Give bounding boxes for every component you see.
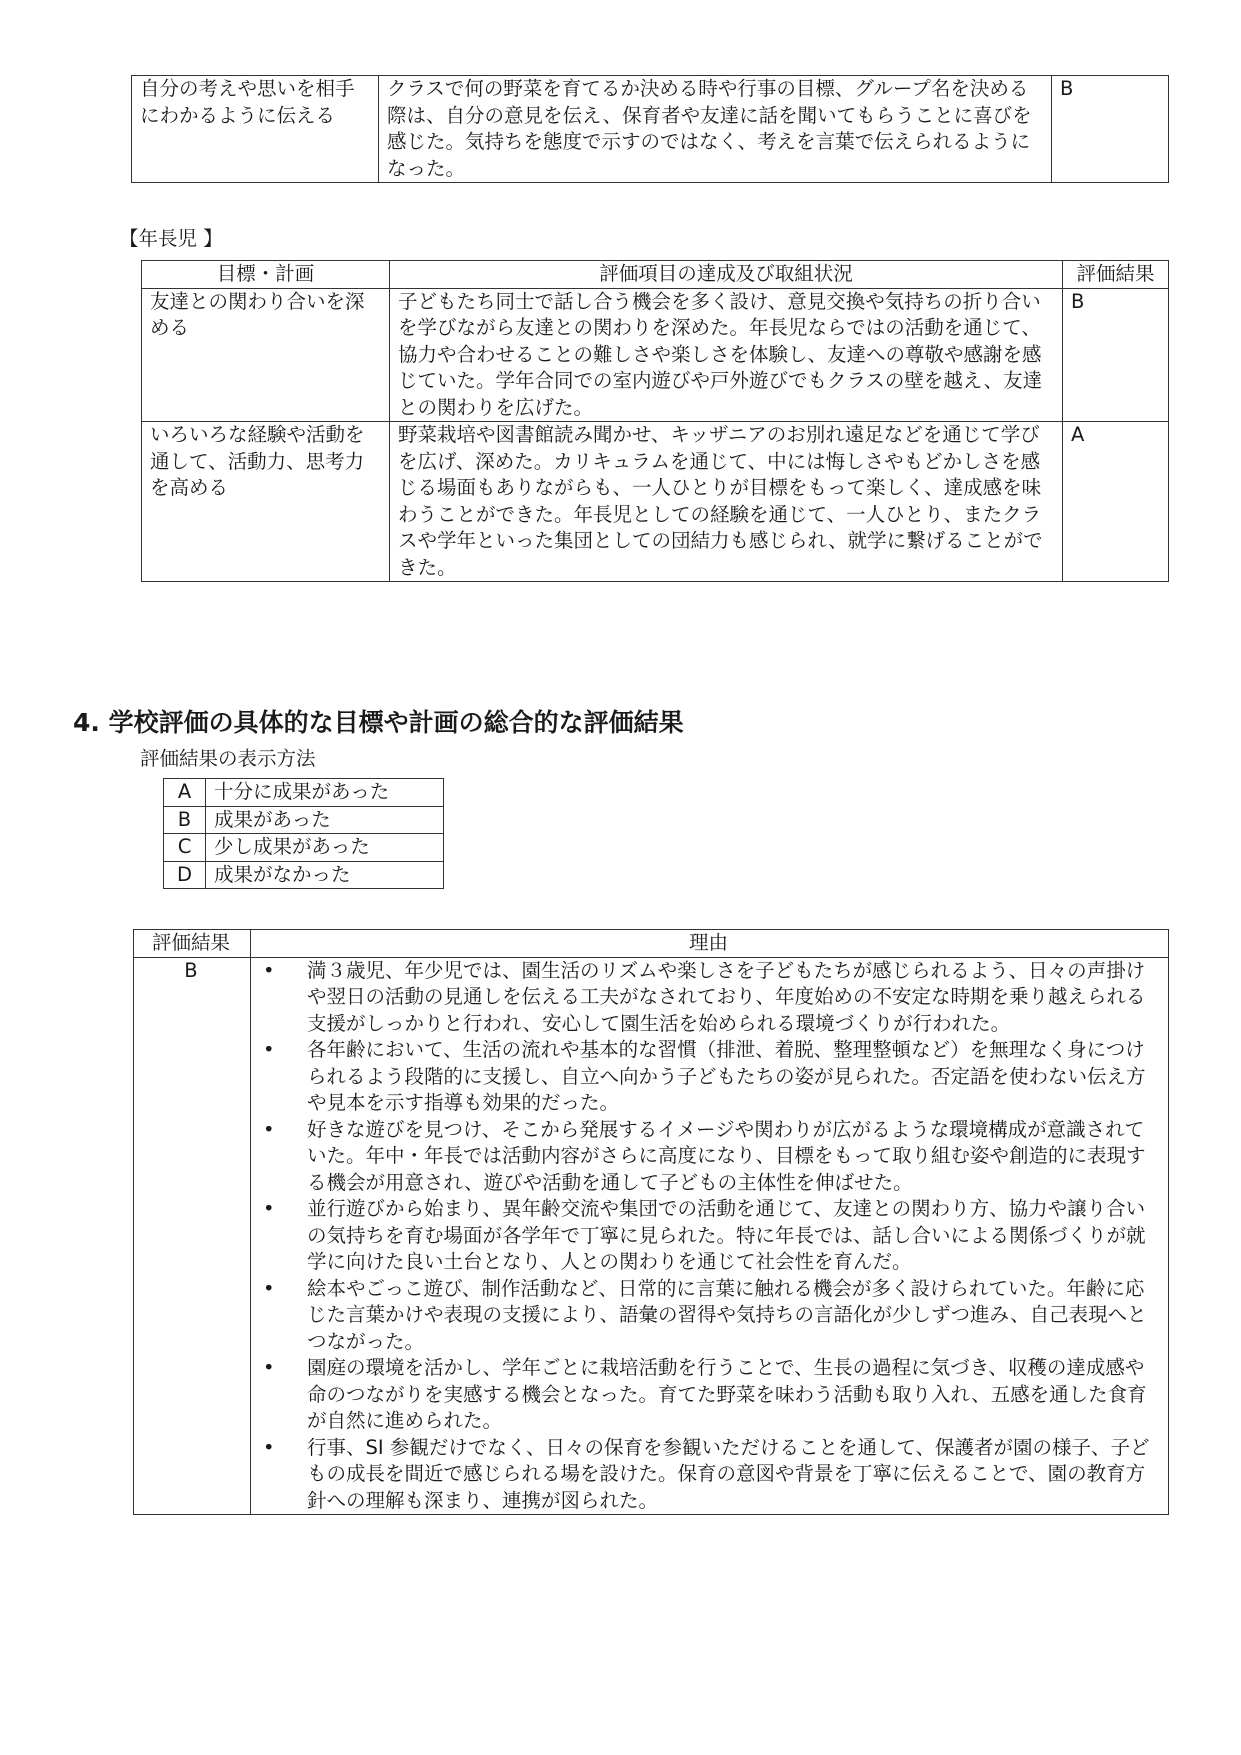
header-goal: 目標・計画 xyxy=(142,261,390,289)
scale-row xyxy=(164,806,444,834)
method-label: 評価結果の表示方法 xyxy=(140,747,316,770)
list-item xyxy=(259,1276,1158,1356)
section-title: 4. 学校評価の具体的な目標や計画の総合的な評価結果 xyxy=(73,708,684,737)
header-status: 評価項目の達成及び取組状況 xyxy=(390,261,1063,289)
scale-row xyxy=(164,779,444,807)
bullet-icon: • xyxy=(263,1117,275,1141)
result-cell: A xyxy=(1063,422,1169,582)
goal-cell: 友達との関わり合いを深める xyxy=(142,288,390,422)
status-cell: 野菜栽培や図書館読み聞かせ、キッザニアのお別れ遠足などを通じて学びを広げ、深めた。カリキュラムを通じて、中には悔しさやもどかしさを感じる場面もありながらも、一人ひとりが目標をもって楽しく、達成感を味わうことができた。年長児としての経験を通じて、一人ひとり、またクラスや学年といった集団としての団結力も感じられ、就学に繋げることができた。 xyxy=(390,422,1063,582)
reasons-list xyxy=(259,958,1158,1515)
scale-row xyxy=(164,834,444,862)
bullet-icon: • xyxy=(263,1276,275,1300)
table-row xyxy=(142,422,1169,582)
list-item xyxy=(259,1355,1158,1435)
status-cell: クラスで何の野菜を育てるか決める時や行事の目標、グループ名を決める際は、自分の意見を伝え、保育者や友達に話を聞いてもらうことに喜びを感じた。気持ちを態度で示すのではなく、考えを言葉で伝えられるようになった。 xyxy=(379,76,1052,183)
overall-result-cell: B xyxy=(134,957,251,1515)
bullet-icon: • xyxy=(263,958,275,982)
reason-text: 好きな遊びを見つけ、そこから発展するイメージや関わりが広がるような環境構成が意識されていた。年中・年長では活動内容がさらに高度になり、目標をもって取り組む姿や創造的に表現する機会が用意され、遊びや活動を通して子どもの主体性を伸ばせた。 xyxy=(307,1117,1146,1194)
bullet-icon: • xyxy=(263,1356,275,1379)
scale-desc: 十分に成果があった xyxy=(206,779,444,807)
grade-scale-table xyxy=(163,778,444,889)
result-cell: B xyxy=(1063,288,1169,422)
scale-desc: 成果がなかった xyxy=(206,861,444,889)
table-header-row xyxy=(142,261,1169,289)
table-row xyxy=(142,288,1169,422)
header-result: 評価結果 xyxy=(1063,261,1169,289)
overall-evaluation-table xyxy=(133,929,1169,1515)
table-header-row xyxy=(134,930,1169,958)
bullet-icon: • xyxy=(263,1038,275,1061)
reason-text: 満３歳児、年少児では、園生活のリズムや楽しさを子どもたちが感じられるよう、日々の声掛けや翌日の活動の見通しを伝える工夫がなされており、年度始めの不安定な時期を乗り越えられる支援がしっかりと行われ、安心して園生活を始められる環境づくりが行われた。 xyxy=(307,958,1146,1035)
reasons-cell xyxy=(251,957,1169,1515)
table-row xyxy=(132,76,1169,183)
nencho-table xyxy=(141,260,1169,582)
list-item xyxy=(259,1037,1158,1117)
nencho-label: 【年長児 】 xyxy=(119,227,223,250)
header-reason: 理由 xyxy=(251,930,1169,958)
reason-text: 各年齢において、生活の流れや基本的な習慣（排泄、着脱、整理整頓など）を無理なく身につけられるよう段階的に支援し、自立へ向かう子どもたちの姿が見られた。否定語を使わない伝え方や見本を示す指導も効果的だった。 xyxy=(307,1038,1146,1114)
table-row xyxy=(134,957,1169,1515)
goal-cell: いろいろな経験や活動を通して、活動力、思考力を高める xyxy=(142,422,390,582)
list-item xyxy=(259,958,1158,1038)
reason-text: 並行遊びから始まり、異年齢交流や集団での活動を通じて、友達との関わり方、協力や譲り合いの気持ちを育む場面が各学年で丁寧に見られた。特に年長では、話し合いによる関係づくりが就学に向けた良い土台となり、人との関わりを通じて社会性を育んだ。 xyxy=(307,1197,1146,1273)
list-item xyxy=(259,1435,1158,1515)
bullet-icon: • xyxy=(263,1435,275,1459)
header-result: 評価結果 xyxy=(134,930,251,958)
goal-cell: 自分の考えや思いを相手にわかるように伝える xyxy=(132,76,379,183)
list-item xyxy=(259,1196,1158,1276)
bullet-icon: • xyxy=(263,1197,275,1220)
scale-row xyxy=(164,861,444,889)
reason-text: 園庭の環境を活かし、学年ごとに栽培活動を行うことで、生長の過程に気づき、収穫の達成感や命のつながりを実感する機会となった。育てた野菜を味わう活動も取り入れ、五感を通した食育が自然に進められた。 xyxy=(307,1356,1147,1432)
scale-desc: 成果があった xyxy=(206,806,444,834)
scale-grade: C xyxy=(164,834,206,862)
reason-text: 行事、SI 参観だけでなく、日々の保育を参観いただけることを通して、保護者が園の様子、子どもの成長を間近で感じられる場を設けた。保育の意図や背景を丁寧に伝えることで、園の教育方針への理解も深まり、連携が図られた。 xyxy=(307,1435,1150,1512)
list-item xyxy=(259,1117,1158,1197)
status-cell: 子どもたち同士で話し合う機会を多く設け、意見交換や気持ちの折り合いを学びながら友達との関わりを深めた。年長児ならではの活動を通じて、協力や合わせることの難しさや楽しさを体験し、友達への尊敬や感謝を感じていた。学年合同での室内遊びや戸外遊びでもクラスの壁を越え、友達との関わりを広げた。 xyxy=(390,288,1063,422)
top-continuation-table xyxy=(131,75,1169,183)
scale-desc: 少し成果があった xyxy=(206,834,444,862)
result-cell: B xyxy=(1052,76,1169,183)
reason-text: 絵本やごっこ遊び、制作活動など、日常的に言葉に触れる機会が多く設けられていた。年齢に応じた言葉かけや表現の支援により、語彙の習得や気持ちの言語化が少しずつ進み、自己表現へとつながった。 xyxy=(307,1276,1147,1353)
scale-grade: A xyxy=(164,779,206,807)
scale-grade: B xyxy=(164,806,206,834)
scale-grade: D xyxy=(164,861,206,889)
